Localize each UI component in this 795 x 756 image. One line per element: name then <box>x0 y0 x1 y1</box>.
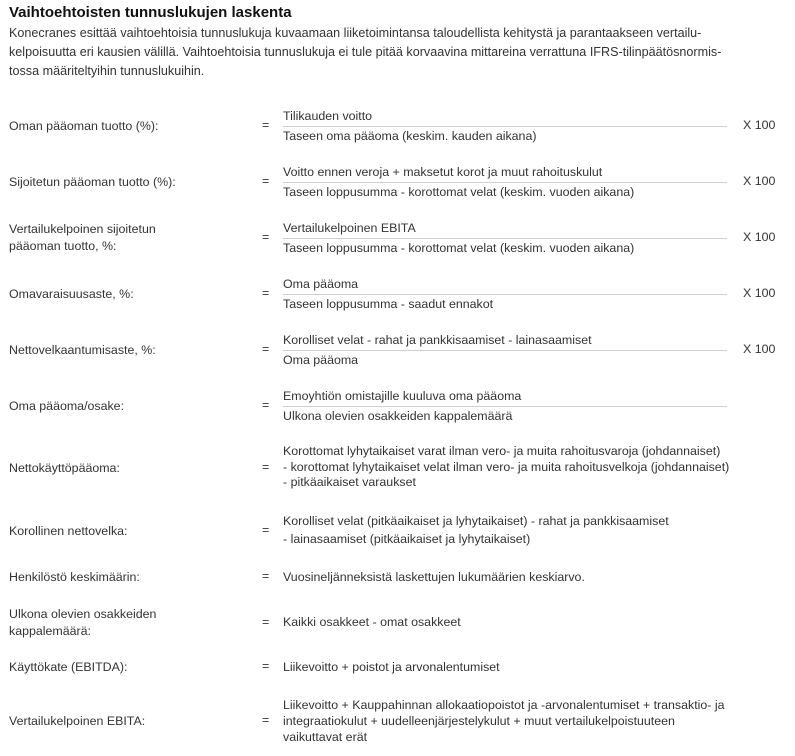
definition-line: integraatiokulut + uudelleenjärjestelykulut + muut vertailukelpoistuuteen <box>283 714 675 728</box>
definition-label <box>9 606 156 640</box>
equals-sign: = <box>262 118 270 132</box>
definition-line: Kaikki osakkeet - omat osakkeet <box>283 615 461 629</box>
numerator: Emoyhtiön omistajille kuuluva oma pääoma <box>283 389 522 403</box>
fraction <box>283 220 727 257</box>
denominator: Taseen oma pääoma (keskim. kauden aikana) <box>283 129 537 143</box>
intro-line: Konecranes esittää vaihtoehtoisia tunnuslukuja kuvaamaan liiketoimintansa taloudellista kehitystä ja parantaakseen vertailu- <box>9 26 702 40</box>
definition-line: - pitkäaikaiset varaukset <box>283 475 416 489</box>
denominator: Oma pääoma <box>283 353 359 367</box>
numerator: Vertailukelpoinen EBITA <box>283 221 416 235</box>
definition-label-line: Ulkona olevien osakkeiden <box>9 607 157 621</box>
fraction <box>283 388 727 425</box>
denominator: Taseen loppusumma - saadut ennakot <box>283 297 494 311</box>
ratio-label <box>9 221 156 255</box>
fraction-bar <box>283 238 727 239</box>
definition-line: Korottomat lyhytaikaiset varat ilman vero- ja muita rahoitusvaroja (johdannaiset) <box>283 444 721 458</box>
equals-sign: = <box>262 523 270 537</box>
equals-sign: = <box>262 460 270 474</box>
intro-paragraph <box>9 24 789 81</box>
fraction-bar <box>283 350 727 351</box>
definition-label: Vertailukelpoinen EBITA: <box>9 714 146 728</box>
definition-line: Liikevoitto + poistot ja arvonalentumiset <box>283 660 500 674</box>
equals-sign: = <box>262 615 270 629</box>
fraction <box>283 108 727 145</box>
definition-text <box>283 659 500 677</box>
definition-label: Henkilöstö keskimäärin: <box>9 570 140 584</box>
equals-sign: = <box>262 398 270 412</box>
definition-label-line: kappalemäärä: <box>9 624 91 638</box>
equals-sign: = <box>262 286 270 300</box>
equals-sign: = <box>262 713 270 727</box>
page-title: Vaihtoehtoisten tunnuslukujen laskenta <box>9 4 292 21</box>
denominator: Taseen loppusumma - korottomat velat (keskim. vuoden aikana) <box>283 185 635 199</box>
multiplier: X 100 <box>743 174 776 188</box>
multiplier: X 100 <box>743 286 776 300</box>
definition-label: Nettokäyttöpääoma: <box>9 461 120 475</box>
denominator: Taseen loppusumma - korottomat velat (keskim. vuoden aikana) <box>283 241 635 255</box>
equals-sign: = <box>262 342 270 356</box>
ratio-label-line: pääoman tuotto, %: <box>9 239 117 253</box>
fraction <box>283 332 727 369</box>
intro-line: kelpoisuutta eri kausien välillä. Vaihtoehtoisia tunnuslukuja ei tule pitää korvaavina mittareina verrattuna IFRS-tilinpäätösnormis- <box>9 45 722 59</box>
definition-label: Korollinen nettovelka: <box>9 524 128 538</box>
definition-text <box>283 697 725 745</box>
ratio-label: Omavaraisuusaste, %: <box>9 287 134 301</box>
fraction <box>283 276 727 313</box>
denominator: Ulkona olevien osakkeiden kappalemäärä <box>283 409 513 423</box>
definition-label: Käyttökate (EBITDA): <box>9 660 128 674</box>
definition-line: - lainasaamiset (pitkäaikaiset ja lyhytaikaiset) <box>283 531 531 546</box>
equals-sign: = <box>262 230 270 244</box>
definition-line: Vuosineljänneksistä laskettujen lukumäärien keskiarvo. <box>283 570 585 584</box>
fraction-bar <box>283 406 727 407</box>
equals-sign: = <box>262 659 270 673</box>
fraction-bar <box>283 294 727 295</box>
ratio-label-line: Vertailukelpoinen sijoitetun <box>9 222 156 236</box>
numerator: Oma pääoma <box>283 277 359 291</box>
numerator: Voitto ennen veroja + maksetut korot ja muut rahoituskulut <box>283 165 603 179</box>
numerator: Korolliset velat - rahat ja pankkisaamiset - lainasaamiset <box>283 333 592 347</box>
definition-line: vaikuttavat erät <box>283 730 368 744</box>
definition-text <box>283 513 669 548</box>
ratio-label: Oma pääoma/osake: <box>9 399 125 413</box>
definition-text <box>283 444 729 491</box>
definition-line: Korolliset velat (pitkäaikaiset ja lyhytaikaiset) - rahat ja pankkisaamiset <box>283 514 669 528</box>
numerator: Tilikauden voitto <box>283 109 373 123</box>
definition-text <box>283 569 585 587</box>
ratio-label: Oman pääoman tuotto (%): <box>9 119 159 133</box>
fraction <box>283 164 727 201</box>
multiplier: X 100 <box>743 230 776 244</box>
multiplier: X 100 <box>743 118 776 132</box>
definition-line: - korottomat lyhytaikaiset velat ilman vero- ja muita rahoitusvelkoja (johdannaiset) <box>283 459 730 474</box>
intro-line: tossa määriteltyihin tunnuslukuihin. <box>9 64 205 78</box>
ratio-label: Nettovelkaantumisaste, %: <box>9 343 156 357</box>
definition-line: Liikevoitto + Kauppahinnan allokaatiopoistot ja -arvonalentumiset + transaktio- ja <box>283 698 725 712</box>
multiplier: X 100 <box>743 342 776 356</box>
equals-sign: = <box>262 174 270 188</box>
fraction-bar <box>283 182 727 183</box>
fraction-bar <box>283 126 727 127</box>
definition-text <box>283 614 461 632</box>
ratio-label: Sijoitetun pääoman tuotto (%): <box>9 175 176 189</box>
equals-sign: = <box>262 569 270 583</box>
